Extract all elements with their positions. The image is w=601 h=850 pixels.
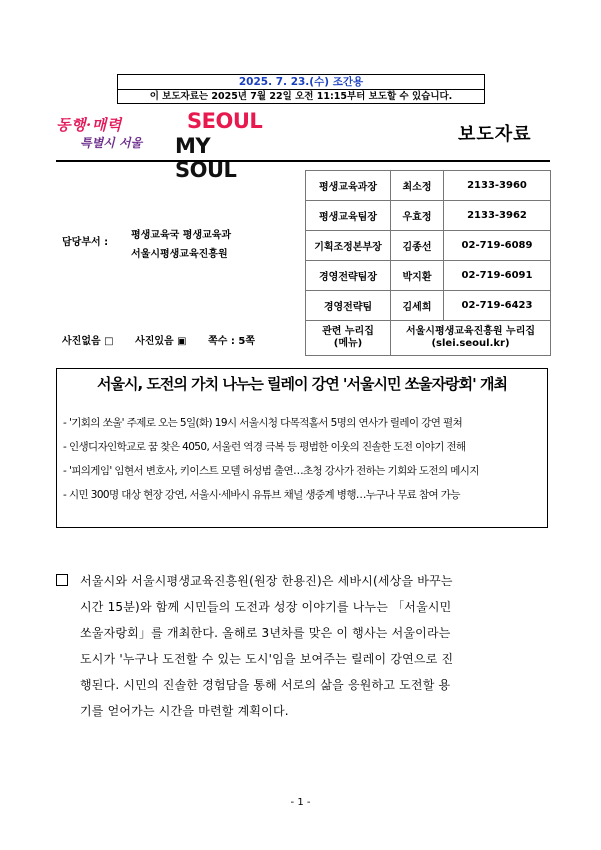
embargo-note: 이 보도자료는 2025년 7월 22일 오전 11:15부터 보도할 수 있습니다.: [149, 91, 453, 102]
brand-line-2: MY SOUL: [175, 134, 237, 182]
contact-phone: 2133-3960: [444, 171, 551, 201]
related-site-label: [306, 321, 391, 356]
page-number: - 1 -: [290, 797, 311, 808]
square-bullet-icon: [56, 574, 68, 586]
contact-phone: 02-719-6423: [444, 291, 551, 321]
table-row: [306, 291, 551, 321]
summary-bullets: [63, 411, 543, 507]
list-item: - '기회의 쏘울' 주제로 오는 5일(화) 19시 서울시청 다목적홀서 5명의 연사가 릴레이 강연 펼쳐: [63, 411, 543, 435]
list-item: - '피의게임' 임현서 변호사, 키이스트 모델 허성범 출연…초청 강사가 전하는 기회와 도전의 메시지: [63, 459, 543, 483]
list-item: - 시민 300명 대상 현장 강연, 서울시·세바시 유튜브 채널 생중계 병행…누구나 무료 참여 가능: [63, 483, 543, 507]
photo-info: [62, 332, 273, 347]
contact-phone: 02-719-6091: [444, 261, 551, 291]
with-photo-option: 사진있음 ▣: [135, 336, 187, 347]
table-row: [306, 321, 551, 356]
contact-name: 김세희: [391, 291, 444, 321]
body-line: 도시가 '누구나 도전할 수 있는 도시'임을 보여주는 릴레이 강연으로 진: [80, 652, 454, 666]
table-row: [306, 171, 551, 201]
slogan-line-2: 특별시 서울: [80, 136, 143, 150]
related-site-value: [391, 321, 551, 356]
related-value-line-1: 서울시평생교육진흥원 누리집: [405, 326, 536, 337]
brand-line-1: SEOUL: [187, 109, 263, 133]
seoul-my-soul-logo: [173, 109, 263, 182]
department-line-2: 서울시평생교육진흥원: [131, 249, 228, 260]
contact-name: 최소정: [391, 171, 444, 201]
contact-name: 김종선: [391, 231, 444, 261]
contact-phone: 02-719-6089: [444, 231, 551, 261]
body-paragraph: [56, 568, 552, 724]
report-title: 보도자료: [458, 124, 532, 145]
contact-table: [305, 170, 551, 356]
contact-role: 경영전략팀장: [306, 261, 391, 291]
page-count: 쪽수 : 5쪽: [208, 336, 256, 347]
header-divider: [56, 160, 550, 162]
seoul-slogan-logo: [56, 112, 166, 156]
contact-role: 평생교육과장: [306, 171, 391, 201]
contact-role: 경영전략팀: [306, 291, 391, 321]
contact-name: 우효정: [391, 201, 444, 231]
slogan-line-1: 동행·매력: [56, 116, 122, 134]
related-label-line-1: 관련 누리집: [322, 326, 374, 337]
list-item: - 인생디자인학교로 꿈 찾은 4050, 서울런 역경 극복 등 평범한 이웃의 진솔한 도전 이야기 전해: [63, 435, 543, 459]
related-label-line-2: (메뉴): [333, 338, 363, 349]
related-value-line-2: (slei.seoul.kr): [431, 338, 510, 349]
table-row: [306, 261, 551, 291]
body-line: 쏘울자랑회」를 개최한다. 올해로 3년차를 맞은 이 행사는 서울이라는: [80, 626, 451, 640]
body-line: 기를 얻어가는 시간을 마련할 계획이다.: [80, 704, 289, 718]
table-row: [306, 231, 551, 261]
no-photo-option: 사진없음 □: [62, 336, 114, 347]
body-line: 서울시와 서울시평생교육진흥원(원장 한용진)은 세바시(세상을 바꾸는: [80, 574, 453, 588]
summary-box: [56, 368, 548, 528]
department-label: 담당부서 :: [62, 237, 109, 248]
contact-role: 기획조정본부장: [306, 231, 391, 261]
body-line: 행된다. 시민의 진솔한 경험담을 통해 서로의 삶을 응원하고 도전할 용: [80, 678, 451, 692]
embargo-date: 2025. 7. 23.(수) 조간용: [118, 75, 484, 90]
embargo-box: [117, 74, 485, 104]
department-line-1: 평생교육국 평생교육과: [131, 230, 232, 241]
contact-phone: 2133-3962: [444, 201, 551, 231]
body-line: 시간 15분)와 함께 시민들의 도전과 성장 이야기를 나누는 「서울시민: [80, 600, 452, 614]
contact-role: 평생교육팀장: [306, 201, 391, 231]
table-row: [306, 201, 551, 231]
headline: 서울시, 도전의 가치 나누는 릴레이 강연 '서울시민 쏘울자랑회' 개최: [97, 375, 507, 393]
contact-name: 박지환: [391, 261, 444, 291]
